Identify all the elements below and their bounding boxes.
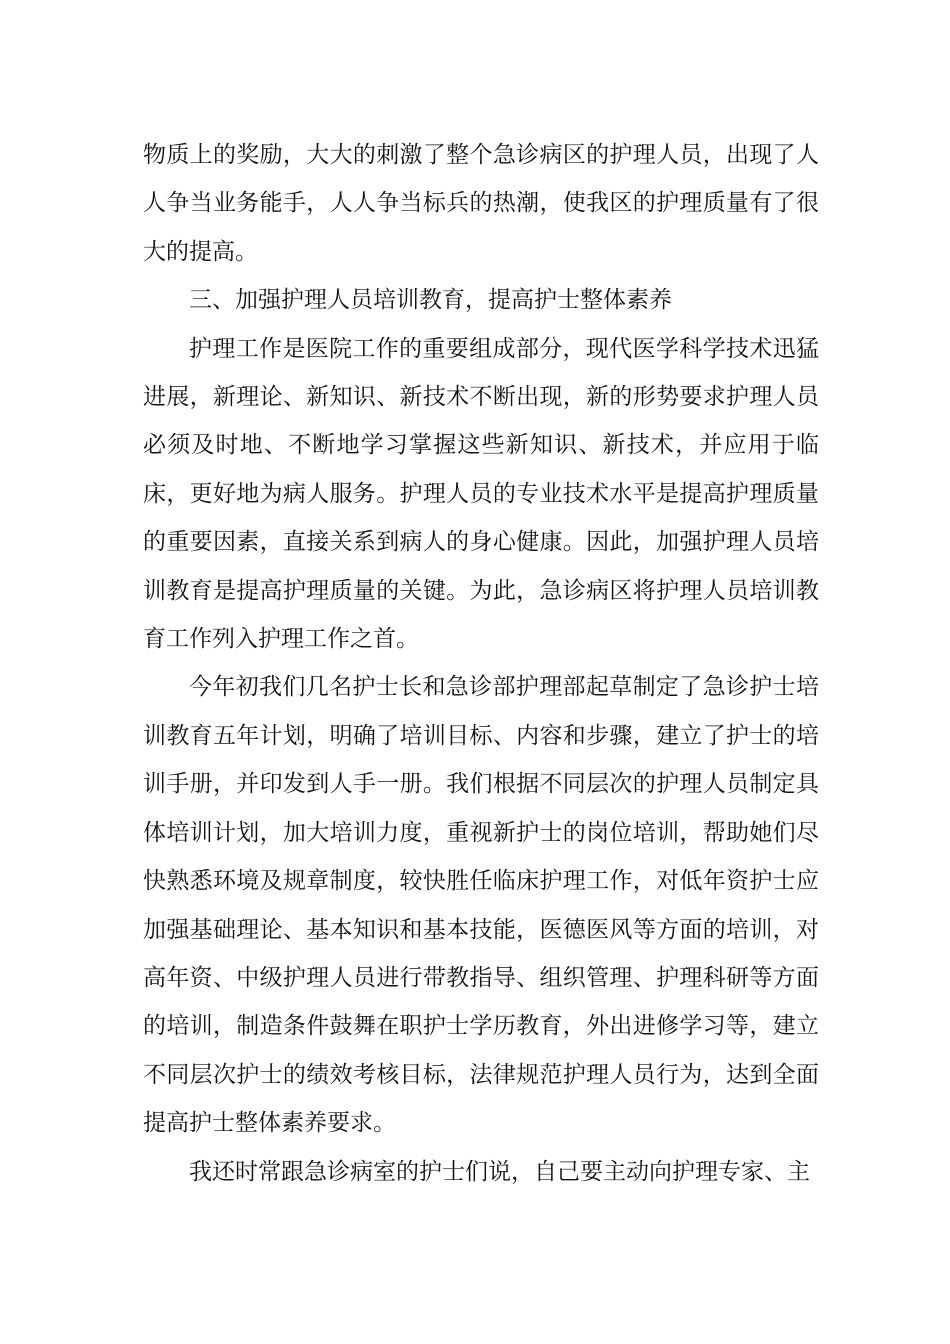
document-body: [143, 131, 819, 1196]
section-heading-training: 三、加强护理人员培训教育，提高护士整体素养: [189, 287, 672, 314]
paragraph-training-plan: 今年初我们几名护士长和急诊部护理部起草制定了急诊护士培训教育五年计划，明确了培训目标、内容和步骤，建立了护士的培训手册，并印发到人手一册。我们根据不同层次的护理人员制定具体培训计划，加大培训力度，重视新护士的岗位培训，帮助她们尽快熟悉环境及规章制度，较快胜任临床护理工作，对低年资护士应加强基础理论、基本知识和基本技能，医德医风等方面的培训，对高年资、中级护理人员进行带教指导、组织管理、护理科研等方面的培训，制造条件鼓舞在职护士学历教育，外出进修学习等，建立不同层次护士的绩效考核目标，法律规范护理人员行为，达到全面提高护士整体素养要求。: [143, 674, 819, 1137]
paragraph-training-importance: 护理工作是医院工作的重要组成部分，现代医学科学技术迅猛进展，新理论、新知识、新技术不断出现，新的形势要求护理人员必须及时地、不断地学习掌握这些新知识、新技术，并应用于临床，更好地为病人服务。护理人员的专业技术水平是提高护理质量的重要因素，直接关系到病人的身心健康。因此，加强护理人员培训教育是提高护理质量的关键。为此，急诊病区将护理人员培训教育工作列入护理工作之首。: [143, 335, 819, 653]
paragraph-nurse-learning: 我还时常跟急诊病室的护士们说，自己要主动向护理专家、主: [189, 1158, 810, 1185]
paragraph-reward-effect: 物质上的奖励，大大的刺激了整个急诊病区的护理人员，出现了人人争当业务能手，人人争当标兵的热潮，使我区的护理质量有了很大的提高。: [143, 142, 819, 265]
